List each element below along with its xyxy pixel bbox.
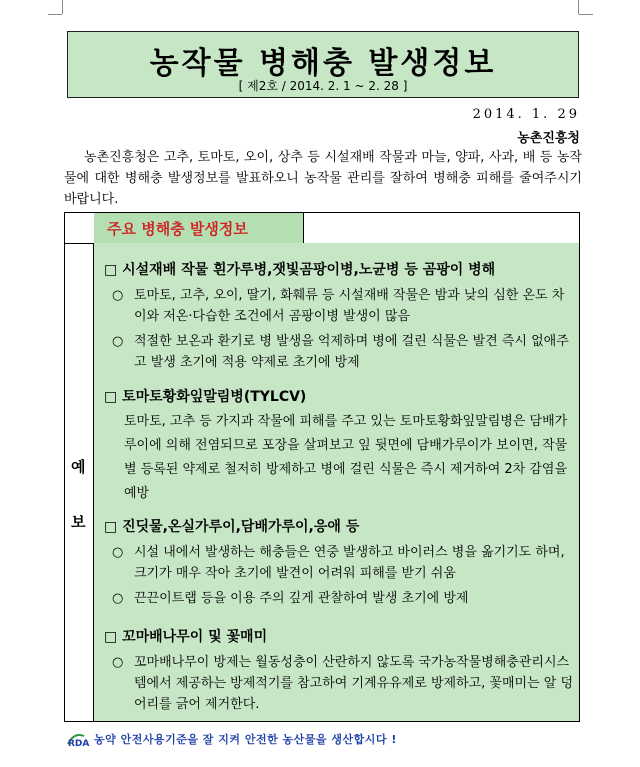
forecast-section (64, 212, 580, 722)
section-content (94, 243, 579, 721)
bullet-item (104, 542, 574, 584)
item-block (104, 259, 574, 373)
bullet-item (104, 652, 574, 715)
item-block (104, 626, 574, 715)
crop-mark (578, 0, 579, 14)
section-heading-text: 주요 병해충 발생정보 (107, 220, 248, 238)
circle-bullet-icon: ○ (112, 334, 124, 349)
publisher: 농촌진흥청 (517, 131, 580, 146)
bullet-text: 시설 내에서 발생하는 해충들은 연중 발생하고 바이러스 병을 옮기기도 하며, 크기가 매우 작아 초기에 발견이 어려워 피해를 받기 쉬움 (134, 545, 565, 581)
bullet-item (104, 285, 574, 327)
side-label-column (65, 243, 94, 721)
section-heading-row (65, 213, 579, 244)
bullet-text: 토마토, 고추, 오이, 딸기, 화훼류 등 시설재배 작물은 밤과 낮의 심한 온도 차이와 저온·다습한 조건에서 곰팡이병 발생이 많음 (134, 288, 565, 324)
section-heading (94, 213, 304, 243)
bullet-text: 끈끈이트랩 등을 이용 주의 깊게 관찰하여 발생 초기에 방제 (134, 591, 469, 606)
bullet-item (104, 588, 574, 609)
logo-text: RDA (68, 739, 90, 748)
bullet-text: 꼬마배나무이 방제는 월동성충이 산란하지 않도록 국가농작물병해충관리시스템에서 제공하는 방제적기를 참고하여 기계유유제로 방제하고, 꽃매미는 알 덩어리를 긁어 제거한다. (134, 655, 574, 712)
crop-mark (579, 14, 593, 15)
circle-bullet-icon: ○ (112, 655, 124, 670)
circle-bullet-icon: ○ (112, 288, 124, 303)
issue-date: 2014. 1. 29 (472, 107, 580, 122)
page-title: 농작물 병해충 발생정보 (149, 46, 497, 81)
item-title: □ 토마토황화잎말림병(TYLCV) (104, 389, 307, 405)
item-block (104, 386, 574, 506)
rda-logo-icon (66, 730, 92, 748)
title-box (67, 31, 579, 98)
circle-bullet-icon: ○ (112, 591, 124, 606)
bullet-text: 적절한 보온과 환기로 병 발생을 억제하며 병에 걸린 식물은 발견 즉시 없애주고 발생 초기에 적용 약제로 초기에 방제 (134, 334, 569, 370)
item-title: □ 꼬마배나무이 및 꽃매미 (104, 629, 268, 645)
side-label-char: 예 (71, 458, 86, 476)
issue-range: [ 제2호 / 2014. 2. 1 ~ 2. 28 ] (238, 79, 408, 93)
item-title: □ 시설재배 작물 흰가루병,잿빛곰팡이병,노균병 등 곰팡이 병해 (104, 262, 496, 278)
footer-slogan: 농약 안전사용기준을 잘 지켜 안전한 농산물을 생산합시다 ! (94, 733, 397, 746)
item-block (104, 516, 574, 609)
item-paragraph: 토마토, 고추 등 가지과 작물에 피해를 주고 있는 토마토황화잎말림병은 담배가루이에 의해 전염되므로 포장을 살펴보고 잎 뒷면에 담배가루이가 보이면, 작물별 등록된 약제로 철저히 방제하고 병에 걸린 식물은 즉시 제거하여 2차 감염을 예방 (124, 414, 568, 501)
circle-bullet-icon: ○ (112, 545, 124, 560)
item-title: □ 진딧물,온실가루이,담배가루이,응애 등 (104, 519, 360, 535)
side-label-char: 보 (71, 513, 86, 531)
crop-mark (62, 0, 63, 14)
intro-paragraph: 농촌진흥청은 고추, 토마토, 오이, 상추 등 시설재배 작물과 마늘, 양파, 사과, 배 등 농작물에 대한 병해충 발생정보를 발표하오니 농작물 관리를 잘하여 병해충 피해를 줄여주시기 바랍니다. (64, 150, 582, 207)
crop-mark (48, 14, 62, 15)
bullet-item (104, 331, 574, 373)
